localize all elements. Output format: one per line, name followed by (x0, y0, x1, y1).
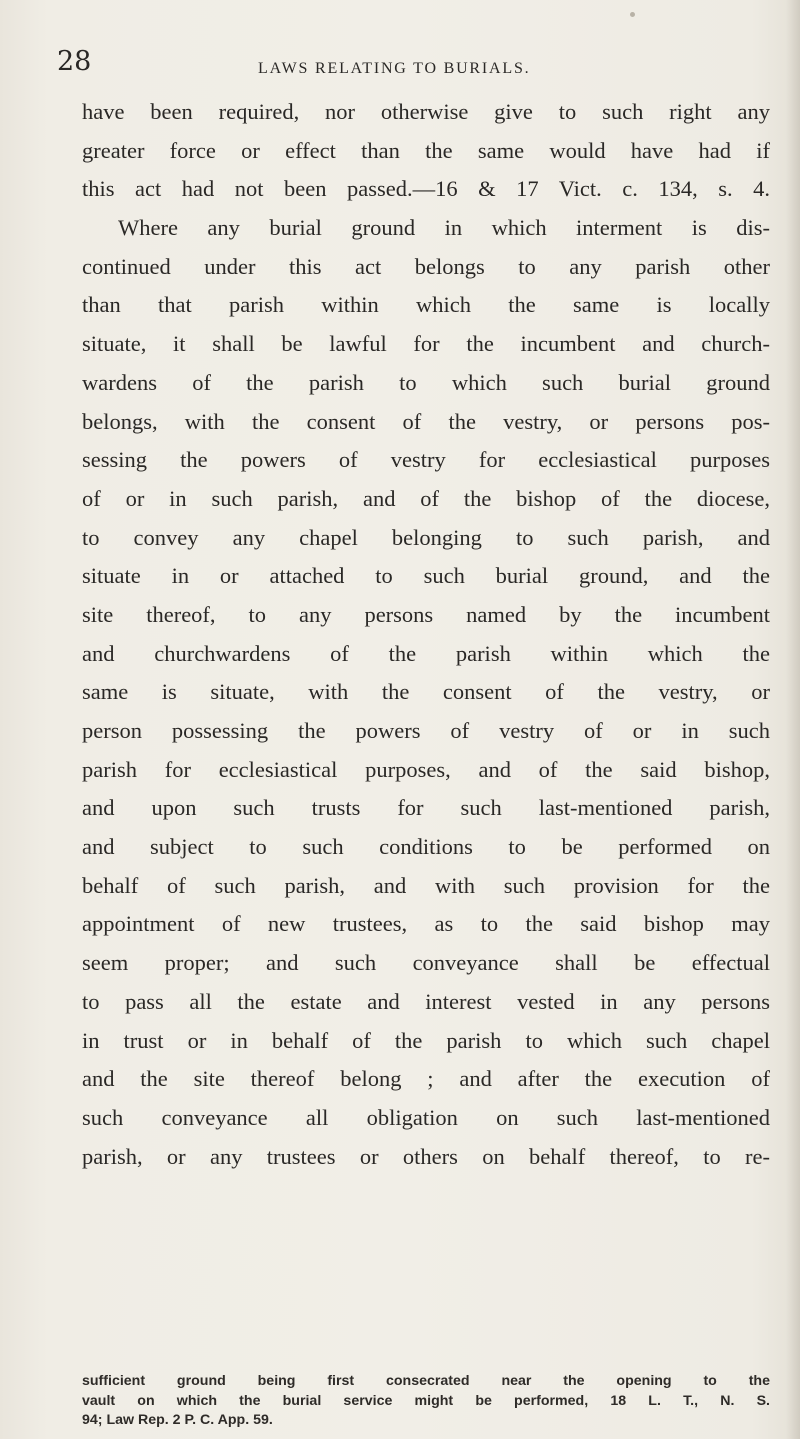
text-line: to pass all the estate and interest vested in any persons (82, 988, 770, 1014)
text-line: seem proper; and such conveyance shall be effectual (82, 950, 770, 976)
text-line: to convey any chapel belonging to such parish, and (82, 524, 770, 550)
running-head: LAWS RELATING TO BURIALS. (258, 60, 531, 77)
footnote-line: vault on which the burial service might be performed, 18 L. T., N. S. (82, 1392, 770, 1409)
page-number: 28 (57, 46, 92, 77)
text-line: situate, it shall be lawful for the incumbent and church- (82, 331, 770, 357)
text-line: belongs, with the consent of the vestry, or persons pos- (82, 408, 770, 434)
footnote-line: 94; Law Rep. 2 P. C. App. 59. (82, 1412, 273, 1428)
text-line: parish for ecclesiastical purposes, and of the said bishop, (82, 756, 770, 782)
text-line: in trust or in behalf of the parish to which such chapel (82, 1027, 770, 1053)
page-edge-shadow (786, 0, 800, 1439)
text-line: and upon such trusts for such last-mentioned parish, (82, 795, 770, 821)
text-line: site thereof, to any persons named by the incumbent (82, 601, 770, 627)
text-line: behalf of such parish, and with such provision for the (82, 872, 770, 898)
text-line: and subject to such conditions to be performed on (82, 834, 770, 860)
body-text (82, 93, 770, 1176)
text-line: and churchwardens of the parish within which the (82, 640, 770, 666)
text-line: person possessing the powers of vestry of or in such (82, 718, 770, 743)
text-line: continued under this act belongs to any parish other (82, 253, 770, 279)
text-line: of or in such parish, and of the bishop of the diocese, (82, 485, 770, 511)
text-line: parish, or any trustees or others on behalf thereof, to re- (82, 1143, 770, 1169)
text-line: than that parish within which the same is locally (82, 292, 770, 318)
text-line: such conveyance all obligation on such last-mentioned (82, 1104, 770, 1130)
text-line: situate in or attached to such burial ground, and the (82, 563, 770, 589)
text-line: greater force or effect than the same would have had if (82, 137, 770, 163)
text-line: this act had not been passed.—16 & 17 Vict. c. 134, s. 4. (82, 176, 770, 202)
text-line: have been required, nor otherwise give to such right any (82, 99, 770, 124)
footnote-line: sufficient ground being first consecrated near the opening to the (82, 1373, 770, 1389)
text-line: Where any burial ground in which interment is dis- (118, 215, 770, 241)
text-line: wardens of the parish to which such burial ground (82, 369, 770, 395)
text-line: sessing the powers of vestry for ecclesiastical purposes (82, 447, 770, 473)
text-line: same is situate, with the consent of the vestry, or (82, 679, 770, 705)
text-line: and the site thereof belong ; and after the execution of (82, 1066, 770, 1092)
footnote (82, 1372, 770, 1431)
text-line: appointment of new trustees, as to the said bishop may (82, 911, 770, 937)
paper-blemish (630, 12, 635, 17)
